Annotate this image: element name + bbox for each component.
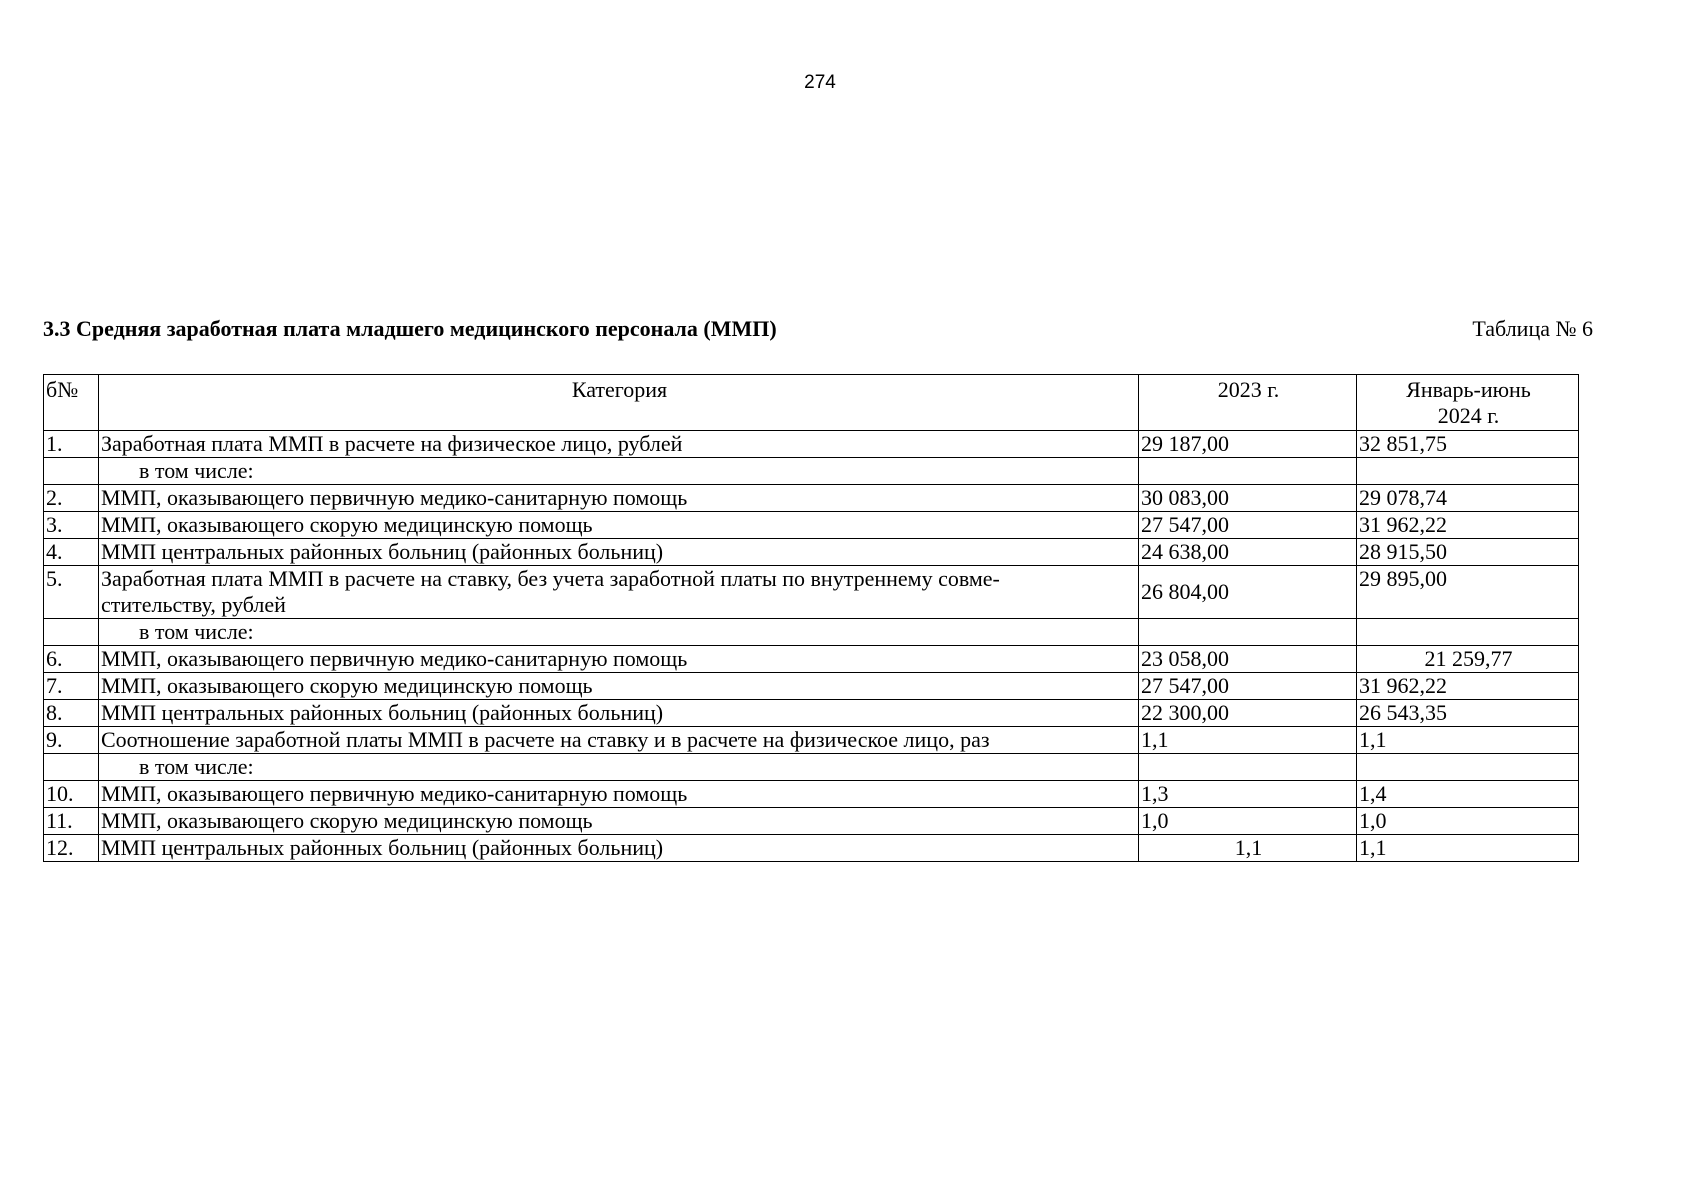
- row-value-2023: 26 804,00: [1139, 566, 1357, 619]
- row-value-2024: 31 962,22: [1357, 512, 1579, 539]
- row-value-2023: [1139, 458, 1357, 485]
- header-2023: 2023 г.: [1139, 375, 1357, 431]
- table-row: [44, 619, 1579, 646]
- row-num: 11.: [44, 808, 99, 835]
- row-value-2024: 1,1: [1357, 835, 1579, 862]
- header-2024-line1: Январь-июнь: [1406, 377, 1531, 402]
- row-value-2024: 29 078,74: [1357, 485, 1579, 512]
- row-value-2024: 1,1: [1357, 727, 1579, 754]
- table-row: [44, 431, 1579, 458]
- row-num: 3.: [44, 512, 99, 539]
- row-num: 2.: [44, 485, 99, 512]
- salary-table: [43, 374, 1579, 862]
- row-num: 7.: [44, 673, 99, 700]
- row-value-2024: 26 543,35: [1357, 700, 1579, 727]
- section-heading: 3.3 Средняя заработная плата младшего медицинского персонала (ММП): [43, 316, 777, 341]
- table-row: [44, 808, 1579, 835]
- row-value-2024: 32 851,75: [1357, 431, 1579, 458]
- table-header-row: [44, 375, 1579, 431]
- row-value-2023: 29 187,00: [1139, 431, 1357, 458]
- row-category: в том числе:: [99, 458, 1139, 485]
- row-num: 6.: [44, 646, 99, 673]
- row-value-2023: 23 058,00: [1139, 646, 1357, 673]
- header-category: Категория: [99, 375, 1139, 431]
- row-num: 10.: [44, 781, 99, 808]
- row-category: ММП центральных районных больниц (районных больниц): [99, 539, 1139, 566]
- table-label: Таблица № 6: [1472, 316, 1593, 341]
- row-category: [99, 566, 1139, 619]
- row-value-2024: 1,0: [1357, 808, 1579, 835]
- page-number: 274: [804, 72, 836, 93]
- row-value-2023: 27 547,00: [1139, 512, 1357, 539]
- row-value-2023: 1,3: [1139, 781, 1357, 808]
- row-num: [44, 458, 99, 485]
- row-value-2023: 24 638,00: [1139, 539, 1357, 566]
- row-value-2024: [1357, 754, 1579, 781]
- header-2024-line2: 2024 г.: [1437, 403, 1500, 428]
- row-category: ММП, оказывающего скорую медицинскую помощь: [99, 512, 1139, 539]
- table-row: [44, 512, 1579, 539]
- row-value-2023: [1139, 754, 1357, 781]
- table-row: [44, 646, 1579, 673]
- row-category: в том числе:: [99, 754, 1139, 781]
- table-row: [44, 539, 1579, 566]
- row-num: 1.: [44, 431, 99, 458]
- row-category: ММП центральных районных больниц (районных больниц): [99, 835, 1139, 862]
- table-row: [44, 700, 1579, 727]
- row-category: ММП центральных районных больниц (районных больниц): [99, 700, 1139, 727]
- table-row: [44, 485, 1579, 512]
- row-category: в том числе:: [99, 619, 1139, 646]
- row-num: 4.: [44, 539, 99, 566]
- row-num: [44, 754, 99, 781]
- row-value-2023: 22 300,00: [1139, 700, 1357, 727]
- row-num: 9.: [44, 727, 99, 754]
- row-category-line1: Заработная плата ММП в расчете на ставку, без учета заработной платы по внутреннему совме-: [101, 566, 1000, 591]
- row-category-line2: стительству, рублей: [101, 592, 286, 617]
- header-2024: [1357, 375, 1579, 431]
- row-num: 12.: [44, 835, 99, 862]
- table-row: [44, 781, 1579, 808]
- row-value-2024: 28 915,50: [1357, 539, 1579, 566]
- row-category: Заработная плата ММП в расчете на физическое лицо, рублей: [99, 431, 1139, 458]
- heading-row: [43, 316, 1593, 346]
- row-category: ММП, оказывающего первичную медико-санитарную помощь: [99, 485, 1139, 512]
- row-value-2024: 1,4: [1357, 781, 1579, 808]
- row-num: [44, 619, 99, 646]
- row-num: 5.: [44, 566, 99, 619]
- header-num: б№: [44, 375, 99, 431]
- row-category: ММП, оказывающего первичную медико-санитарную помощь: [99, 646, 1139, 673]
- row-category: ММП, оказывающего скорую медицинскую помощь: [99, 673, 1139, 700]
- table-row: [44, 727, 1579, 754]
- row-value-2023: 1,1: [1139, 727, 1357, 754]
- row-value-2023: 30 083,00: [1139, 485, 1357, 512]
- row-category: ММП, оказывающего скорую медицинскую помощь: [99, 808, 1139, 835]
- row-value-2024: 31 962,22: [1357, 673, 1579, 700]
- row-value-2023: 1,1: [1139, 835, 1357, 862]
- row-num: 8.: [44, 700, 99, 727]
- row-value-2024: 29 895,00: [1357, 566, 1579, 619]
- row-value-2024: [1357, 458, 1579, 485]
- table-row: [44, 673, 1579, 700]
- table-row: [44, 458, 1579, 485]
- row-value-2023: 1,0: [1139, 808, 1357, 835]
- table-row: [44, 566, 1579, 619]
- table-row: [44, 754, 1579, 781]
- row-value-2024: [1357, 619, 1579, 646]
- row-category: ММП, оказывающего первичную медико-санитарную помощь: [99, 781, 1139, 808]
- row-value-2024: 21 259,77: [1357, 646, 1579, 673]
- row-value-2023: [1139, 619, 1357, 646]
- row-category: Соотношение заработной платы ММП в расчете на ставку и в расчете на физическое лицо, раз: [99, 727, 1139, 754]
- row-value-2023: 27 547,00: [1139, 673, 1357, 700]
- table-row: [44, 835, 1579, 862]
